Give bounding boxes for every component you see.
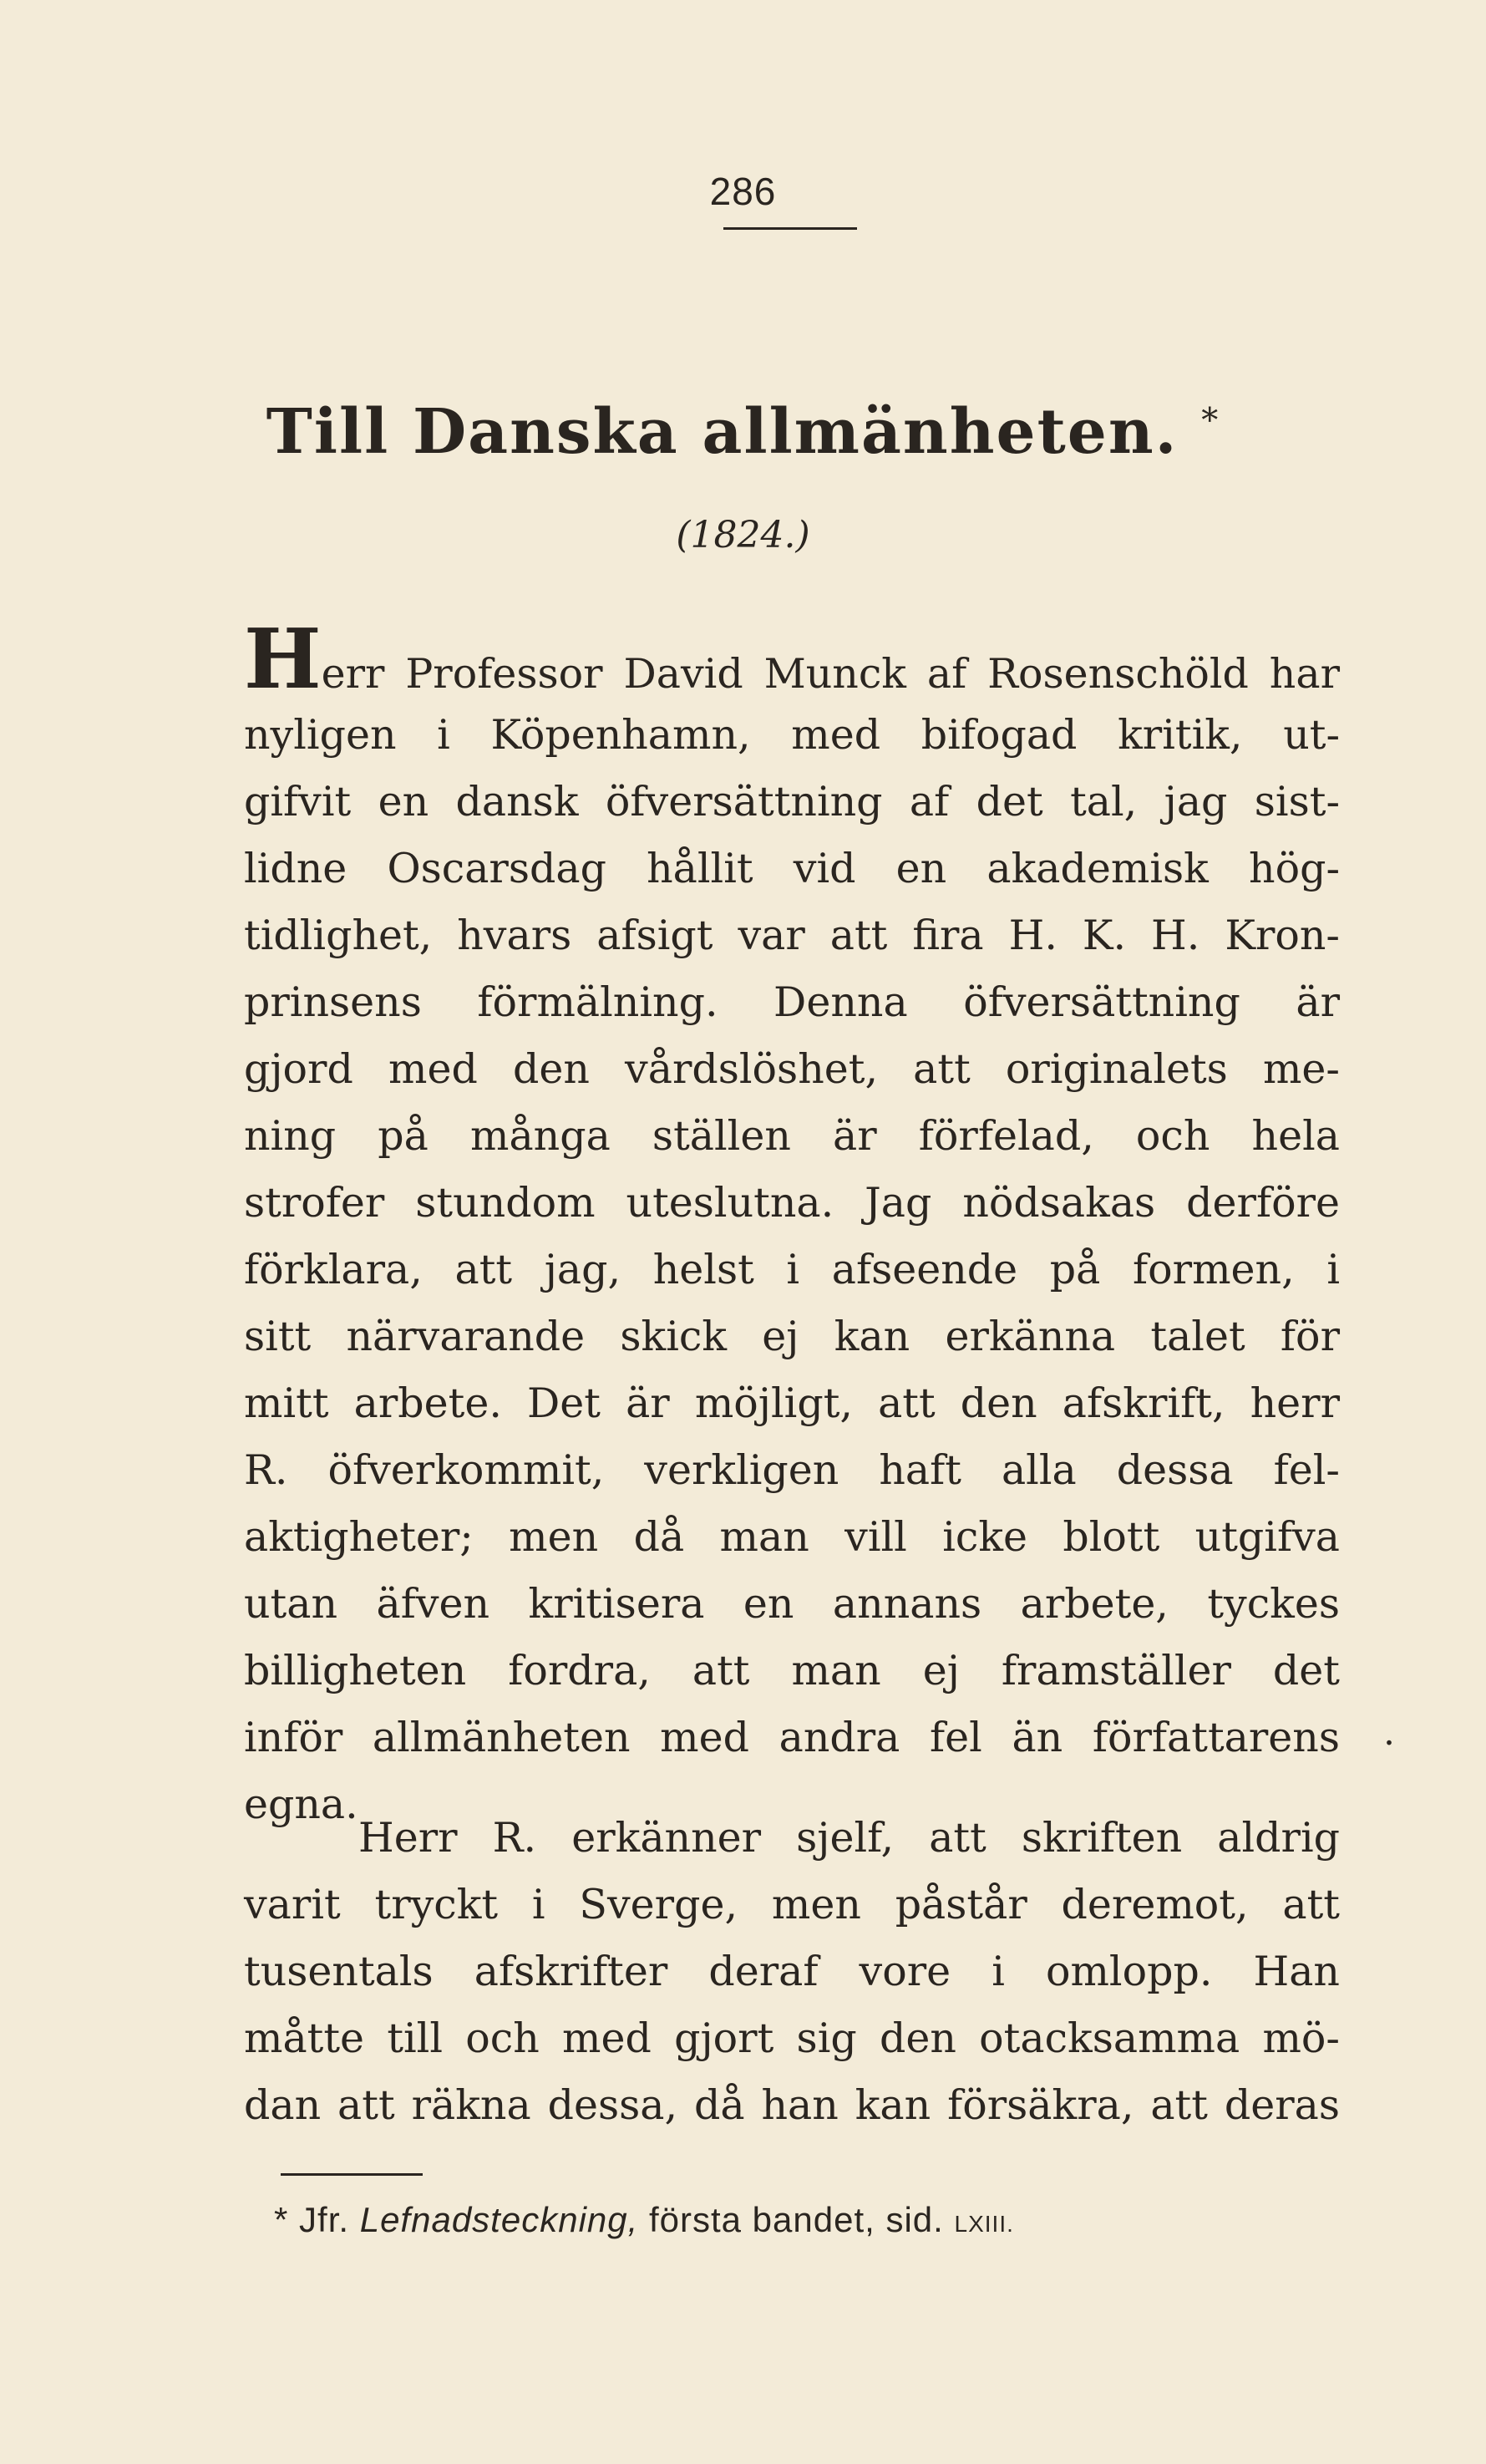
text-line: mitt arbete. Det är möjligt, att den afskrift, herr	[244, 1379, 1340, 1427]
text-line: aktigheter; men då man vill icke blott utgifva	[244, 1513, 1340, 1561]
first-line-text: err Professor David Munck af Rosenschöld har	[321, 650, 1340, 698]
stray-mark: .	[1383, 1711, 1395, 1754]
footnote-marker-bottom: *	[274, 2200, 289, 2239]
text-line: måtte till och med gjort sig den otacksamma mö-	[244, 2014, 1340, 2062]
page-number: 286	[709, 170, 777, 213]
footnote-rule	[281, 2173, 423, 2176]
page-number-rule	[723, 227, 857, 230]
text-line: tusentals afskrifter deraf vore i omlopp. Han	[244, 1948, 1340, 1995]
text-line: inför allmänheten med andra fel än författarens	[244, 1714, 1340, 1761]
text-line: strofer stundom uteslutna. Jag nödsakas derföre	[244, 1179, 1340, 1227]
text-line: sitt närvarande skick ej kan erkänna talet för	[244, 1313, 1340, 1360]
text-line: nyligen i Köpenhamn, med bifogad kritik, ut-	[244, 711, 1340, 759]
paragraph-1	[244, 612, 1340, 1838]
drop-cap: H	[244, 612, 322, 708]
text-line: varit tryckt i Sverge, men påstår deremot, att	[244, 1881, 1340, 1928]
footnote-page-ref: LXIII.	[954, 2211, 1014, 2237]
text-line: R. öfverkommit, verkligen haft alla dessa fel-	[244, 1446, 1340, 1494]
text-line: dan att räkna dessa, då han kan försäkra, att deras	[244, 2081, 1340, 2129]
chapter-date: (1824.)	[676, 514, 810, 556]
footnote-prefix: Jfr.	[299, 2200, 350, 2239]
text-line: egna.	[244, 1781, 358, 1828]
chapter-title-text: Till Danska allmänheten.	[266, 396, 1179, 468]
footnote-suffix: första bandet, sid.	[648, 2200, 944, 2239]
text-line: gifvit en dansk öfversättning af det tal, jag sist-	[244, 778, 1340, 826]
text-line: Herr R. erkänner sjelf, att skriften aldrig	[358, 1814, 1340, 1862]
text-line: förklara, att jag, helst i afseende på formen, i	[244, 1246, 1340, 1293]
chapter-title	[0, 396, 1486, 468]
text-line: lidne Oscarsdag hållit vid en akademisk hög-	[244, 845, 1340, 892]
footnote-reference: Lefnadsteckning,	[359, 2200, 639, 2239]
text-line	[244, 612, 1340, 708]
footnote-marker: *	[1201, 401, 1220, 440]
text-line: tidlighet, hvars afsigt var att fira H. K. H. Kron-	[244, 912, 1340, 959]
text-line: gjord med den vårdslöshet, att originalets me-	[244, 1045, 1340, 1093]
text-line: billigheten fordra, att man ej framställer det	[244, 1647, 1340, 1694]
paragraph-2	[244, 1805, 1340, 2139]
footnote	[274, 2200, 1014, 2240]
text-line: prinsens förmälning. Denna öfversättning är	[244, 978, 1340, 1026]
text-line: ning på många ställen är förfelad, och hela	[244, 1112, 1340, 1160]
text-line: utan äfven kritisera en annans arbete, tyckes	[244, 1580, 1340, 1628]
